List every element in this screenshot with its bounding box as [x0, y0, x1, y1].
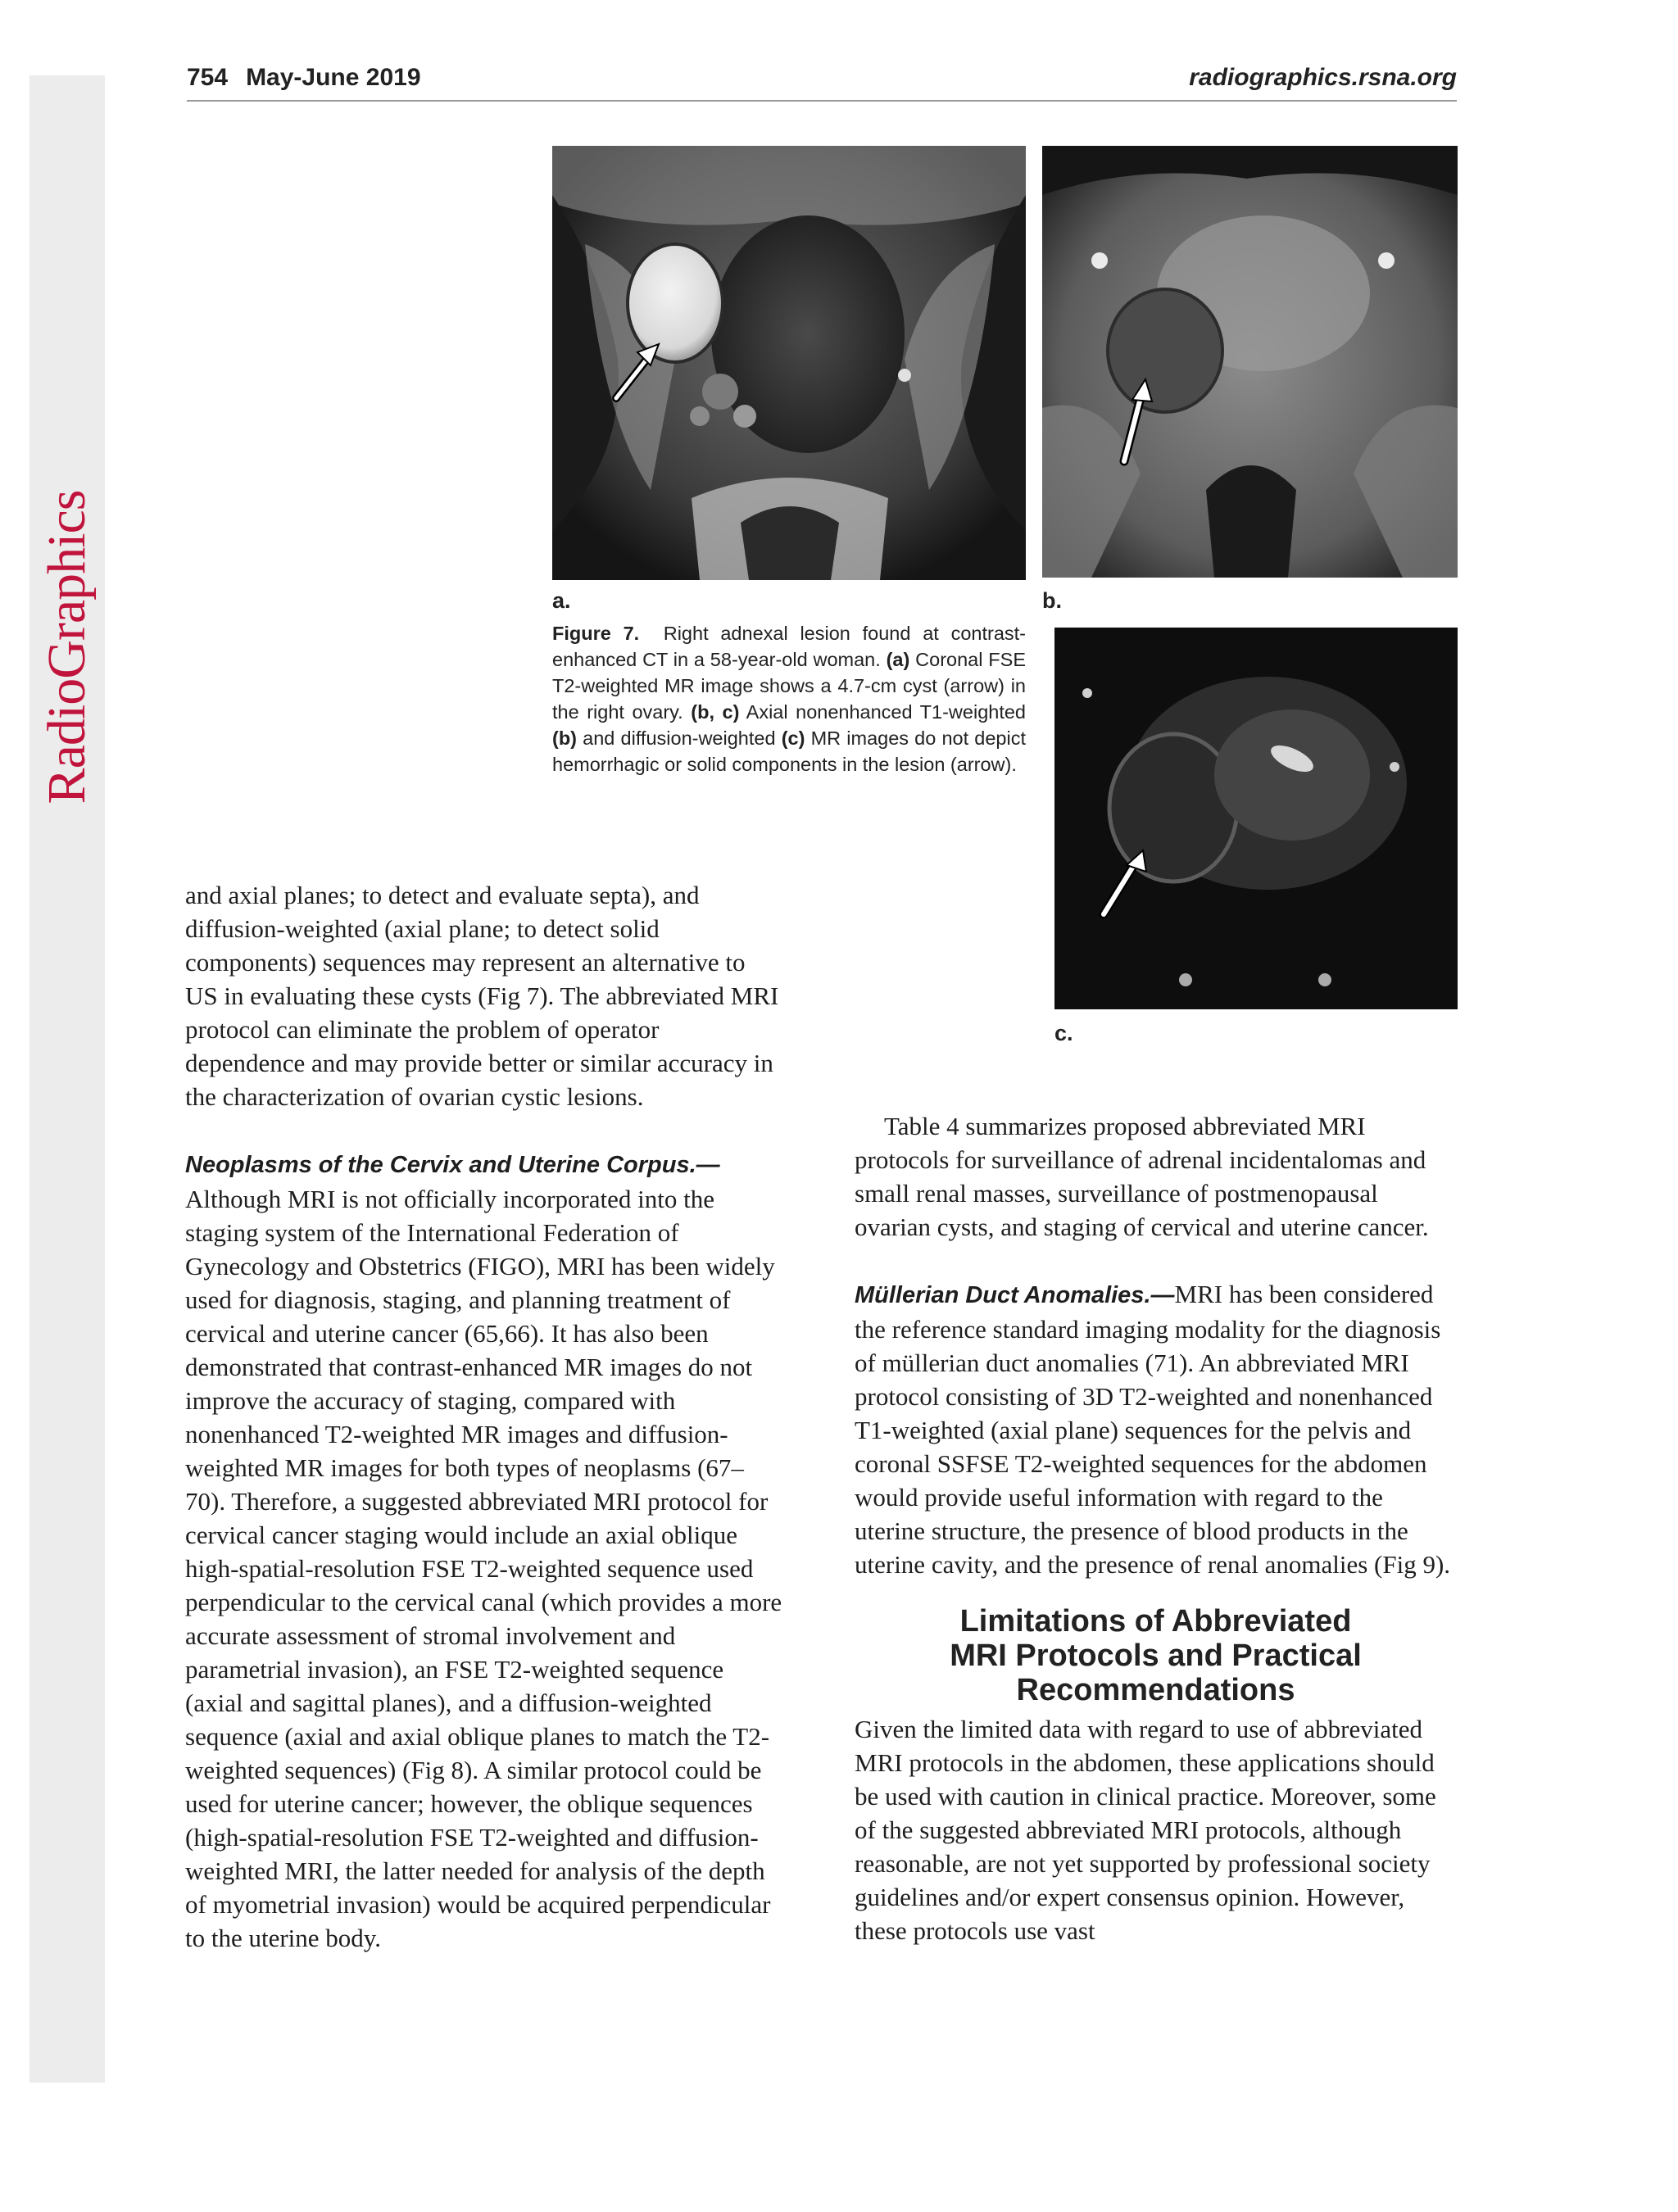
- journal-url: radiographics.rsna.org: [1189, 64, 1457, 91]
- left-paragraph-1: and axial planes; to detect and evaluate septa), and diffusion-weighted (axial plane; to detect solid components) sequences may represent an alternative to US in evaluating these cysts (Fig 7). The abbreviated MRI protocol can eliminate the problem of operator dependence and may provide better or similar accuracy in the characterization of ovarian cystic lesions.: [185, 881, 779, 1111]
- panel-label-c: c.: [1054, 1021, 1073, 1045]
- section-heading-line-2: MRI Protocols and Practical: [950, 1639, 1362, 1673]
- caption-text-a: Coronal FSE T2-weighted MR image shows a 4.7-cm cyst (arrow) in the right ovary.: [552, 649, 1026, 723]
- page-number: 754: [187, 64, 229, 91]
- section-heading-line-3: Recommendations: [1016, 1673, 1295, 1707]
- right-paragraph-3: Given the limited data with regard to use of abbreviated MRI protocols in the abdomen, these applications should be used with caution in clinical practice. Moreover, some of the suggested abbreviated MRI protocols, although reasonable, are not yet supported by professional society guidelines and/or expert consensus opinion. However, these protocols use vast: [855, 1715, 1436, 1945]
- caption-text-bc1: Axial nonenhanced T1-weighted: [746, 701, 1027, 723]
- header-rule: [187, 100, 1457, 102]
- caption-ref-bc: (b, c): [691, 701, 740, 723]
- side-band: [29, 75, 105, 2083]
- journal-brand-text: RadioGraphics: [37, 490, 97, 805]
- mri-panel-b: [1042, 146, 1458, 578]
- subhead-mullerian: Müllerian Duct Anomalies.—: [855, 1282, 1175, 1308]
- running-header-left: [187, 64, 421, 92]
- issue-date: May-June 2019: [246, 64, 421, 91]
- right-column: [855, 1109, 1457, 1947]
- section-heading: [855, 1604, 1457, 1707]
- right-paragraph-2: [855, 1277, 1457, 1581]
- figure-caption: [552, 620, 1026, 777]
- mri-panel-a: [552, 146, 1026, 580]
- mri-image-b: [1042, 146, 1458, 578]
- panel-label-b: b.: [1042, 588, 1062, 613]
- right-paragraph-2-text: MRI has been considered the reference standard imaging modality for the diagnosis of müllerian duct anomalies (71). An abbreviated MRI protocol consisting of 3D T2-weighted and nonenhanced T1-weighted (axial plane) sequences for the pelvis and coronal SSFSE T2-weighted sequences for the abdomen would provide useful information with regard to the uterine structure, the presence of blood products in the uterine cavity, and the presence of renal anomalies (Fig 9).: [855, 1280, 1451, 1579]
- caption-ref-c: (c): [781, 728, 805, 749]
- panel-label-a: a.: [552, 588, 571, 613]
- right-paragraph-1: Table 4 summarizes proposed abbreviated MRI protocols for surveillance of adrenal incidentalomas and small renal masses, surveillance of postmenopausal ovarian cysts, and staging of cervical and uterine cancer.: [855, 1112, 1429, 1241]
- mri-panel-c: [1054, 628, 1458, 1009]
- section-heading-line-1: Limitations of Abbreviated: [959, 1604, 1352, 1639]
- left-column: [185, 878, 783, 1955]
- left-paragraph-2-text: Although MRI is not officially incorporated into the staging system of the International Federation of Gynecology and Obstetrics (FIGO), MRI has been widely used for diagnosis, staging, and planning treatment of cervical and uterine cancer (65,66). It has also been demonstrated that contrast-enhanced MR images do not improve the accuracy of staging, compared with nonenhanced T2-weighted MR images and diffusion-weighted MR images for both types of neoplasms (67–70). Therefore, a suggested abbreviated MRI protocol for cervical cancer staging would include an axial oblique high-spatial-resolution FSE T2-weighted sequence used perpendicular to the cervical canal (which provides a more accurate assessment of stromal involvement and parametrial invasion), an FSE T2-weighted sequence (axial and sagittal planes), and a diffusion-weighted sequence (axial and axial oblique planes to match the T2-weighted sequences) (Fig 8). A similar protocol could be used for uterine cancer; however, the oblique sequences (high-spatial-resolution FSE T2-weighted and diffusion-weighted MRI, the latter needed for analysis of the depth of myometrial invasion) would be acquired perpendicular to the uterine body.: [185, 1185, 782, 1952]
- caption-text-bc3: MR images do not depict hemorrhagic or solid components in the lesion (arrow).: [552, 728, 1026, 775]
- journal-brand-vertical: [37, 467, 97, 827]
- mri-image-a: [552, 146, 1026, 580]
- subhead-neoplasms: Neoplasms of the Cervix and Uterine Corpus.—: [185, 1152, 720, 1178]
- caption-ref-b: (b): [552, 728, 578, 749]
- caption-text-bc2: and diffusion-weighted: [583, 728, 776, 749]
- caption-intro: Right adnexal lesion found at contrast-enhanced CT in a 58-year-old woman.: [552, 623, 1026, 670]
- caption-title: Figure 7.: [552, 623, 640, 644]
- caption-ref-a: (a): [886, 649, 910, 670]
- left-paragraph-2: [185, 1147, 783, 1955]
- mri-image-c: [1054, 628, 1458, 1009]
